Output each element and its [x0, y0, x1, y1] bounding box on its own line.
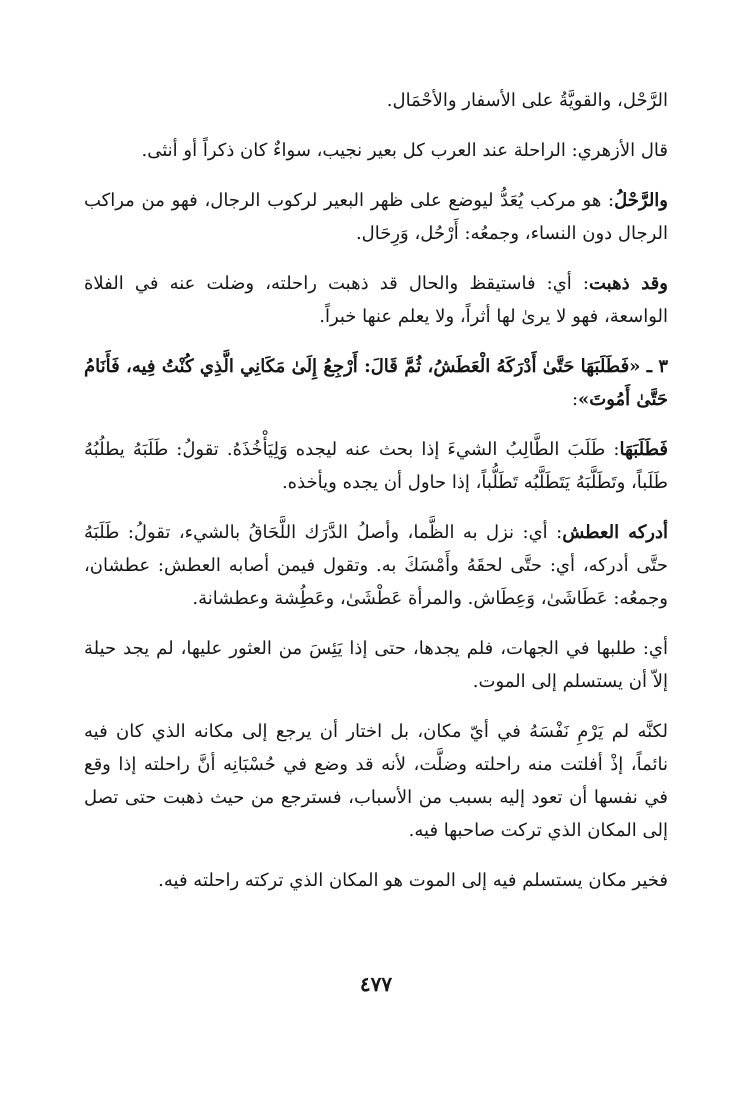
paragraph-text: فخير مكان يستسلم فيه إلى الموت هو المكان الذي تركته راحلته فيه.	[158, 870, 668, 891]
paragraph-1	[84, 84, 668, 117]
paragraph-text: : أي: نزل به الظَّما، وأصلُ الدَّرَك اللَّحَاقُ بالشيء، تقولُ: طَلَبَهُ حتَّى أدركه، أي: حتَّى لحقَهُ وأَمْسَكَ به. وتقول فيمن أصابه العطش: عطشان، وجمعُه: عَطَاشَىٰ، وَعِطَاش. والمرأة عَطْشَىٰ، وعَطُِشة وعطشانة.	[84, 522, 668, 609]
page-number: ٤٧٧	[359, 972, 393, 996]
paragraph-9	[84, 715, 668, 847]
paragraph-term: والرَّحْلُ	[614, 190, 668, 211]
paragraph-text: قال الأزهري: الراحلة عند العرب كل بعير نجيب، سواءٌ كان ذكراً أو أنثى.	[141, 140, 668, 161]
paragraph-term: فَطَلَبَهَا	[619, 439, 668, 460]
paragraph-text: : طَلَبَ الطَّالِبُ الشيءَ إذا بحث عنه ليجده وَلِيَأْخُذَهُ. تقولُ: طَلَبَهُ يطلُبُهُ طَلَباً، وتَطَلَّبَهُ يَتَطَلَّبُه تَطَلُّباً، إذا حاول أن يجده ويأخذه.	[84, 439, 668, 493]
paragraph-3	[84, 184, 668, 250]
paragraph-term: أدركه العطش	[562, 522, 669, 543]
paragraph-10	[84, 864, 668, 897]
hadith-quote-paragraph	[84, 350, 668, 416]
paragraph-text: : هو مركب يُعَدُّ ليوضع على ظهر البعير لركوب الرجال، فهو من مراكب الرجال دون النساء، وجمعُه: أَرْحُل، وَرِحَال.	[84, 190, 668, 244]
hadith-quote: ٣ ـ «فَطَلَبَهَا حَتَّىٰ أَدْرَكَهُ الْعَطَشُ، ثُمَّ قَالَ: أَرْجِعُ إِلَىٰ مَكَانِي الَّذِي كُنْتُ فِيه، فَأَنَامُ حَتَّىٰ أَمُوتَ»	[84, 356, 668, 410]
paragraph-term: وقد ذهبت	[588, 273, 668, 294]
paragraph-text: أي: طلبها في الجهات، فلم يجدها، حتى إذا يَئِسَ من العثور عليها، لم يجد حيلة إلاّ أن يستسلم إلى الموت.	[84, 638, 668, 692]
paragraph-8	[84, 632, 668, 698]
paragraph-text: لكنَّه لم يَرْمِ نَفْسَهُ في أيّ مكان، بل اختار أن يرجع إلى مكانه الذي كان فيه نائماً، إذْ أفلتت منه راحلته وضلَّت، لأنه قد وضع في حُسْبَانِه أنَّ راحلته إذا وقع في نفسها أن تعود إليه بسبب من الأسباب، فسترجع من حيث ذهبت حتى تصل إلى المكان الذي تركت صاحبها فيه.	[84, 721, 668, 841]
paragraph-2	[84, 134, 668, 167]
paragraph-7	[84, 516, 668, 615]
paragraph-text: :	[571, 389, 579, 410]
paragraph-6	[84, 433, 668, 499]
paragraph-4	[84, 267, 668, 333]
paragraph-text: : أي: فاستيقظ والحال قد ذهبت راحلته، وضلت عنه في الفلاة الواسعة، فهو لا يرىٰ لها أثراً، ولا يعلم عنها خبراً.	[84, 273, 668, 327]
paragraph-text: الرَّحْل، والقويَّةُ على الأسفار والأحْمَال.	[386, 90, 668, 111]
